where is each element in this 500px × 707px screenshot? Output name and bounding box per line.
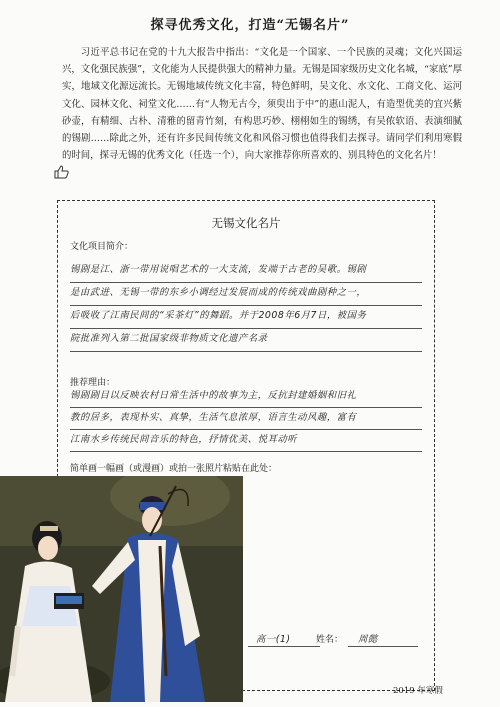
project-rule-3 (70, 328, 422, 329)
opera-photo (0, 476, 243, 702)
project-rule-1 (70, 282, 422, 283)
name-value: 周懿 (358, 634, 378, 645)
page-title: 探寻优秀文化，打造“无锡名片” (150, 18, 350, 33)
intro-paragraph: 习近平总书记在党的十九大报告中指出：“文化是一个国家、一个民族的灵魂；文化兴国运兴，文化强民族强”，文化能为人民提供强大的精神力量。无锡是国家级历史文化名城，“家底”厚实，地域文化源远流长。无锡地域传统文化丰富，特色鲜明，吴文化、水文化、工商文化、运河文化、园林文化、祠堂文化……有“人物无古今，须臾出于中”的惠山泥人，有造型优美的宜兴紫砂壶，有精细、古朴、清雅的留青竹刻，有构思巧妙、栩栩如生的锡绣，有吴侬软语、表演细腻的锡剧……除此之外，还有许多民间传统文化和风俗习惯也值得我们去探寻。请同学们利用寒假的时间，探寻无锡的优秀文化（任选一个），向大家推荐你所喜欢的、别具特色的文化名片！ (62, 47, 462, 162)
project-line: 后吸收了江南民间的“采茶灯”的舞蹈。并于2008年6月7日，被国务 (70, 310, 367, 321)
reason-label: 推荐理由： (70, 378, 116, 388)
reason-rule-2 (70, 429, 422, 430)
reason-rule-3 (70, 451, 422, 452)
class-value: 高一(1) (256, 634, 291, 645)
project-line: 锡剧是江、浙一带用说唱艺术的一大支流，发端于古老的吴歌。锡剧 (70, 264, 367, 275)
reason-rule-1 (70, 407, 422, 408)
project-rule-4 (70, 351, 422, 352)
project-line: 院批准列入第二批国家级非物质文化遗产名录 (70, 333, 268, 344)
project-rule-2 (70, 305, 422, 306)
reason-line: 锡剧剧目以反映农村日常生活中的故事为主，反抗封建婚姻和旧礼 (70, 390, 357, 401)
name-label: 姓名： (316, 635, 344, 645)
project-line: 是由武进、无锡一带的东乡小调经过发展而成的传统戏曲剧种之一， (70, 287, 367, 298)
class-rule (248, 646, 320, 647)
footer-year: 2019 年寒假 (393, 686, 443, 696)
reason-line: 教的居多，表现朴实、真挚，生活气息浓厚，语言生动风趣，富有 (70, 412, 357, 423)
project-label: 文化项目简介： (70, 242, 134, 252)
thumbs-up-icon (54, 165, 70, 179)
name-rule (348, 646, 418, 647)
reason-line: 江南水乡传统民间音乐的特色，抒情优美、悦耳动听 (70, 434, 298, 445)
photo-label: 简单画一幅画（或漫画）或拍一张照片粘贴在此处： (70, 464, 278, 474)
card-title: 无锡文化名片 (211, 216, 281, 230)
